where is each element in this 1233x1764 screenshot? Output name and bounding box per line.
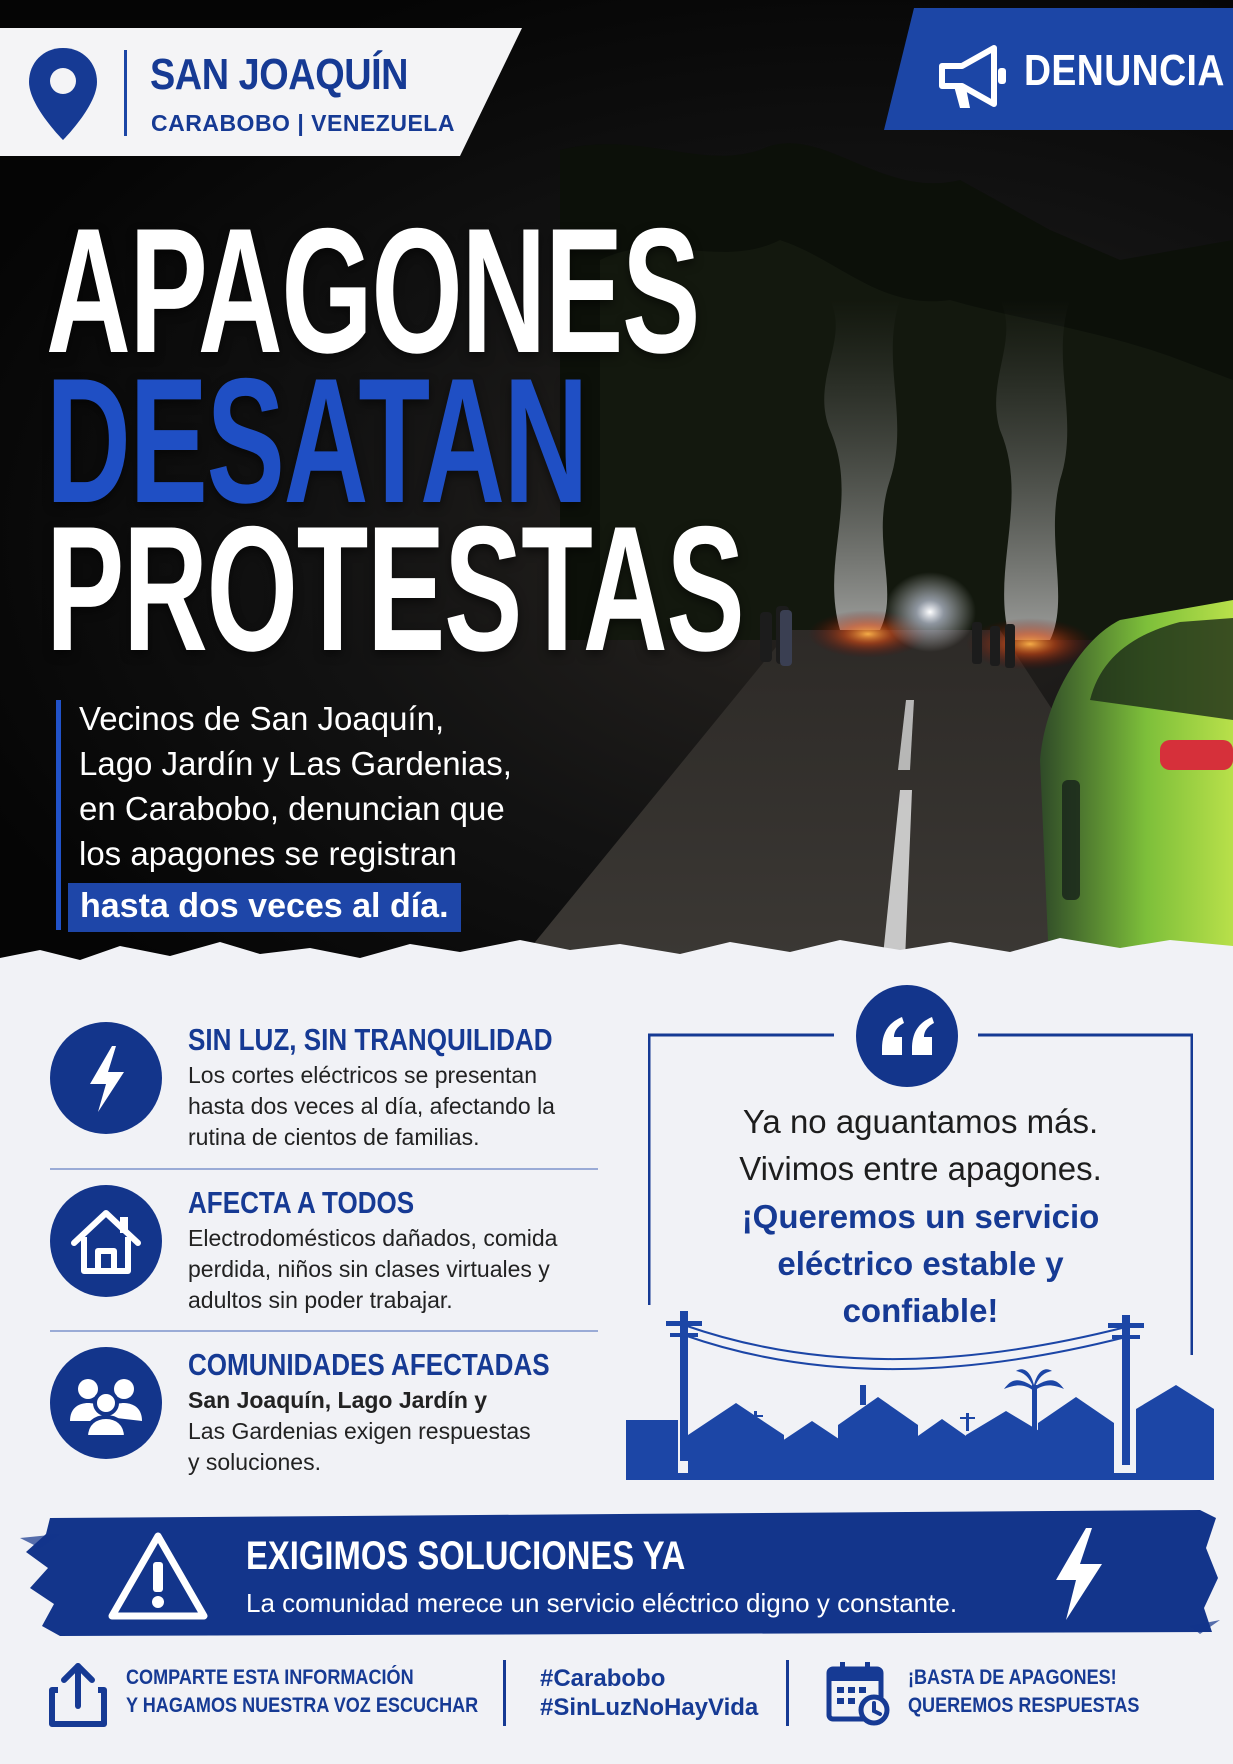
- quote-icon-circle: [856, 985, 958, 1087]
- quote-line: Vivimos entre apagones.: [739, 1150, 1102, 1187]
- share-line-1: COMPARTE ESTA INFORMACIÓN: [126, 1666, 414, 1689]
- info-separator: [50, 1168, 598, 1170]
- community-icon: [50, 1347, 162, 1459]
- info-title: COMUNIDADES AFECTADAS: [188, 1347, 550, 1382]
- info-icon-circle: [50, 1347, 162, 1459]
- hashtag: #Carabobo: [540, 1665, 666, 1692]
- footer-separator: [503, 1660, 506, 1726]
- info-title: SIN LUZ, SIN TRANQUILIDAD: [188, 1022, 553, 1057]
- quote-icon: [856, 985, 958, 1087]
- quote-line-emphasis: ¡Queremos un servicio: [741, 1198, 1100, 1235]
- quote-line-emphasis: eléctrico estable y: [777, 1245, 1064, 1282]
- location-divider: [124, 50, 127, 136]
- headline-line-2: DESATAN: [46, 341, 588, 540]
- house-icon: [50, 1185, 162, 1297]
- megaphone-icon: [934, 38, 1010, 114]
- intro-highlight: hasta dos veces al día.: [68, 883, 461, 932]
- city-name: SAN JOAQUÍN: [150, 50, 409, 99]
- banner-text: La comunidad merece un servicio eléctrico digno y constante.: [246, 1588, 958, 1618]
- map-pin-icon: [26, 46, 100, 142]
- lightning-icon: [50, 1022, 162, 1134]
- banner-title: EXIGIMOS SOLUCIONES YA: [246, 1534, 686, 1578]
- info-line: hasta dos veces al día, afectando la: [188, 1093, 555, 1119]
- basta-line-2: QUEREMOS RESPUESTAS: [908, 1694, 1140, 1717]
- quote-line-emphasis: confiable!: [842, 1292, 999, 1329]
- intro-line: en Carabobo, denuncian que: [79, 790, 505, 827]
- info-icon-circle: [50, 1185, 162, 1297]
- region-name: CARABOBO | VENEZUELA: [151, 110, 455, 136]
- info-line: perdida, niños sin clases virtuales y: [188, 1256, 550, 1282]
- info-text: [188, 1060, 608, 1153]
- denuncia-tag: [884, 8, 1233, 130]
- headline-line-3: PROTESTAS: [46, 489, 744, 688]
- info-line: y soluciones.: [188, 1449, 321, 1475]
- denuncia-label: DENUNCIA: [1024, 46, 1225, 95]
- info-title: AFECTA A TODOS: [188, 1185, 415, 1220]
- warning-icon: [106, 1530, 210, 1622]
- intro-line: los apagones se registran: [79, 835, 457, 872]
- share-line-2: Y HAGAMOS NUESTRA VOZ ESCUCHAR: [126, 1694, 479, 1717]
- footer-separator: [786, 1660, 789, 1726]
- location-card: [0, 28, 522, 156]
- calendar-clock-icon: [826, 1660, 890, 1726]
- info-text: [188, 1385, 608, 1478]
- demand-banner: [20, 1508, 1220, 1638]
- info-icon-circle: [50, 1022, 162, 1134]
- info-line: Las Gardenias exigen respuestas: [188, 1418, 531, 1444]
- quote-line: Ya no aguantamos más.: [742, 1103, 1099, 1140]
- info-line: Electrodomésticos dañados, comida: [188, 1225, 558, 1251]
- lightning-icon: [1048, 1526, 1108, 1622]
- quote-box: [648, 985, 1193, 1485]
- hashtag: #SinLuzNoHayVida: [540, 1694, 759, 1721]
- info-line: Los cortes eléctricos se presentan: [188, 1062, 538, 1088]
- info-line: rutina de cientos de familias.: [188, 1124, 480, 1150]
- info-text: [188, 1223, 608, 1316]
- intro-line: Lago Jardín y Las Gardenias,: [79, 745, 512, 782]
- intro-line: Vecinos de San Joaquín,: [79, 700, 445, 737]
- intro-accent-bar: [56, 700, 61, 930]
- share-icon: [48, 1660, 108, 1728]
- neighborhood-skyline-illustration: [626, 1305, 1214, 1480]
- basta-line-1: ¡BASTA DE APAGONES!: [908, 1666, 1117, 1689]
- headline-line-1: APAGONES: [46, 191, 700, 390]
- info-line-bold: San Joaquín, Lago Jardín y: [188, 1387, 488, 1413]
- info-separator: [50, 1330, 598, 1332]
- info-line: adultos sin poder trabajar.: [188, 1287, 453, 1313]
